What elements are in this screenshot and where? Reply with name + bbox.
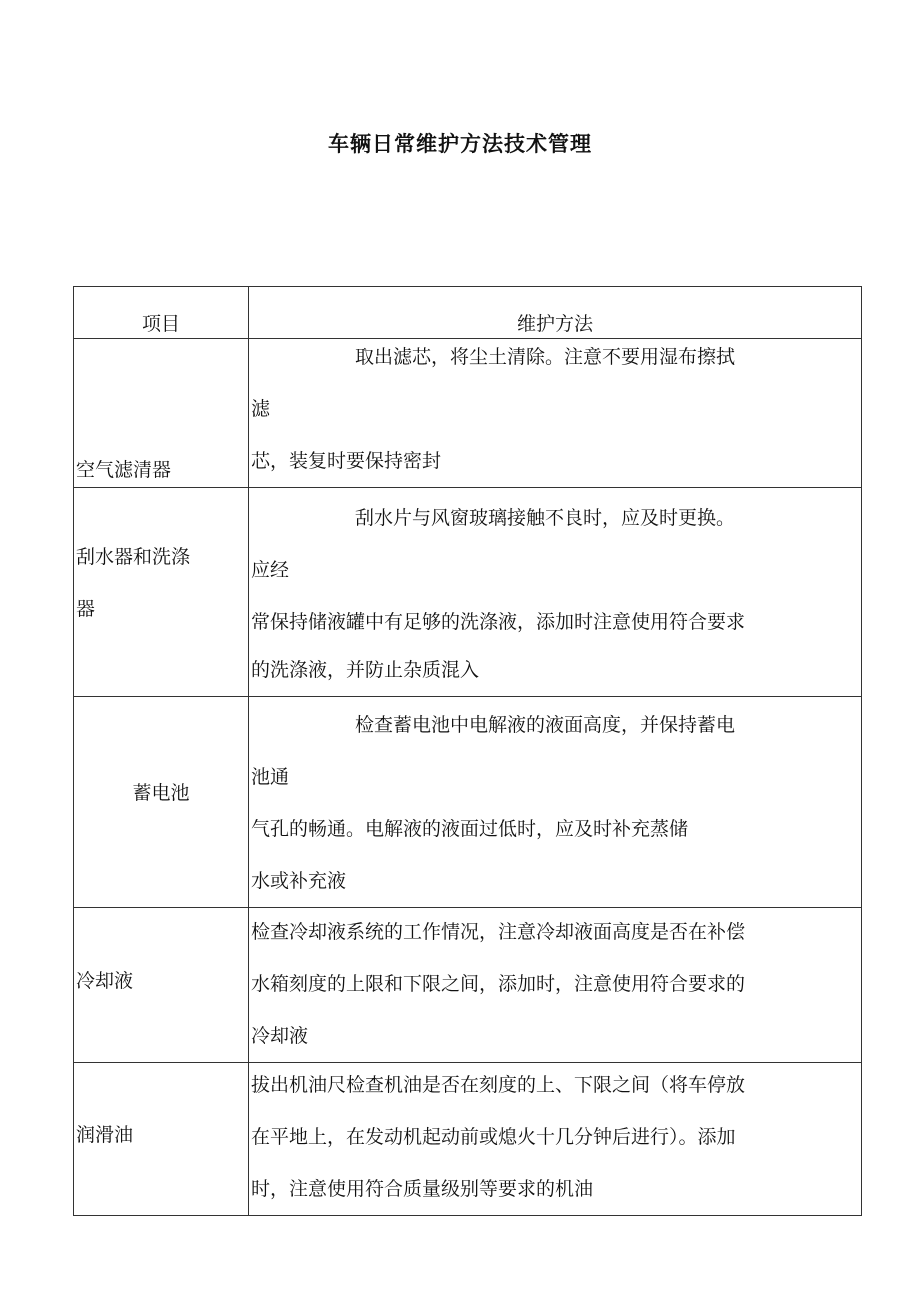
item-cell [74, 697, 249, 908]
table-row [74, 908, 862, 1063]
method-line: 应经 [251, 559, 290, 581]
document-title: 车辆日常维护方法技术管理 [328, 132, 592, 156]
method-line: 气孔的畅通。电解液的液面过低时，应及时补充蒸储 [251, 818, 689, 840]
table-row [74, 488, 862, 697]
item-label: 蓄电池 [132, 782, 190, 804]
method-line: 水箱刻度的上限和下限之间，添加时，注意使用符合要求的 [251, 973, 746, 995]
method-line: 的洗涤液，并防止杂质混入 [251, 659, 480, 681]
method-line: 在平地上，在发动机起动前或熄火十几分钟后进行）。添加 [251, 1126, 736, 1148]
item-label: 刮水器和洗涤 [76, 546, 191, 568]
item-cell [74, 1063, 249, 1216]
table-row [74, 1063, 862, 1216]
table-row [74, 339, 862, 488]
method-line: 冷却液 [251, 1025, 309, 1047]
method-line: 水或补充液 [251, 870, 347, 892]
method-line: 时，注意使用符合质量级别等要求的机油 [251, 1178, 594, 1200]
item-label: 器 [76, 598, 96, 620]
item-label: 空气滤清器 [76, 459, 172, 481]
method-cell [249, 908, 862, 1063]
method-line: 常保持储液罐中有足够的洗涤液，添加时注意使用符合要求 [251, 611, 746, 633]
method-line: 拔出机油尺检查机油是否在刻度的上、下限之间（将车停放 [251, 1074, 746, 1096]
method-line: 池通 [251, 766, 290, 788]
method-cell [249, 697, 862, 908]
header-item-label: 项目 [141, 313, 180, 335]
method-line: 检查冷却液系统的工作情况，注意冷却液面高度是否在补偿 [251, 921, 746, 943]
item-cell [74, 339, 249, 488]
method-cell [249, 339, 862, 488]
method-line: 取出滤芯，将尘土清除。注意不要用湿布擦拭 [355, 346, 736, 368]
method-line: 滤 [251, 398, 271, 420]
method-cell [249, 1063, 862, 1216]
item-label: 冷却液 [76, 970, 134, 992]
item-cell [74, 908, 249, 1063]
item-label: 润滑油 [76, 1124, 134, 1146]
header-cell-item [74, 287, 249, 339]
method-line: 检查蓄电池中电解液的液面高度，并保持蓄电 [355, 714, 736, 736]
maintenance-table [73, 286, 862, 1216]
method-line: 刮水片与风窗玻璃接触不良时，应及时更换。 [355, 507, 736, 529]
method-cell [249, 488, 862, 697]
header-method-label: 维护方法 [516, 313, 593, 335]
item-cell [74, 488, 249, 697]
table-row [74, 697, 862, 908]
method-line: 芯，装复时要保持密封 [251, 450, 442, 472]
